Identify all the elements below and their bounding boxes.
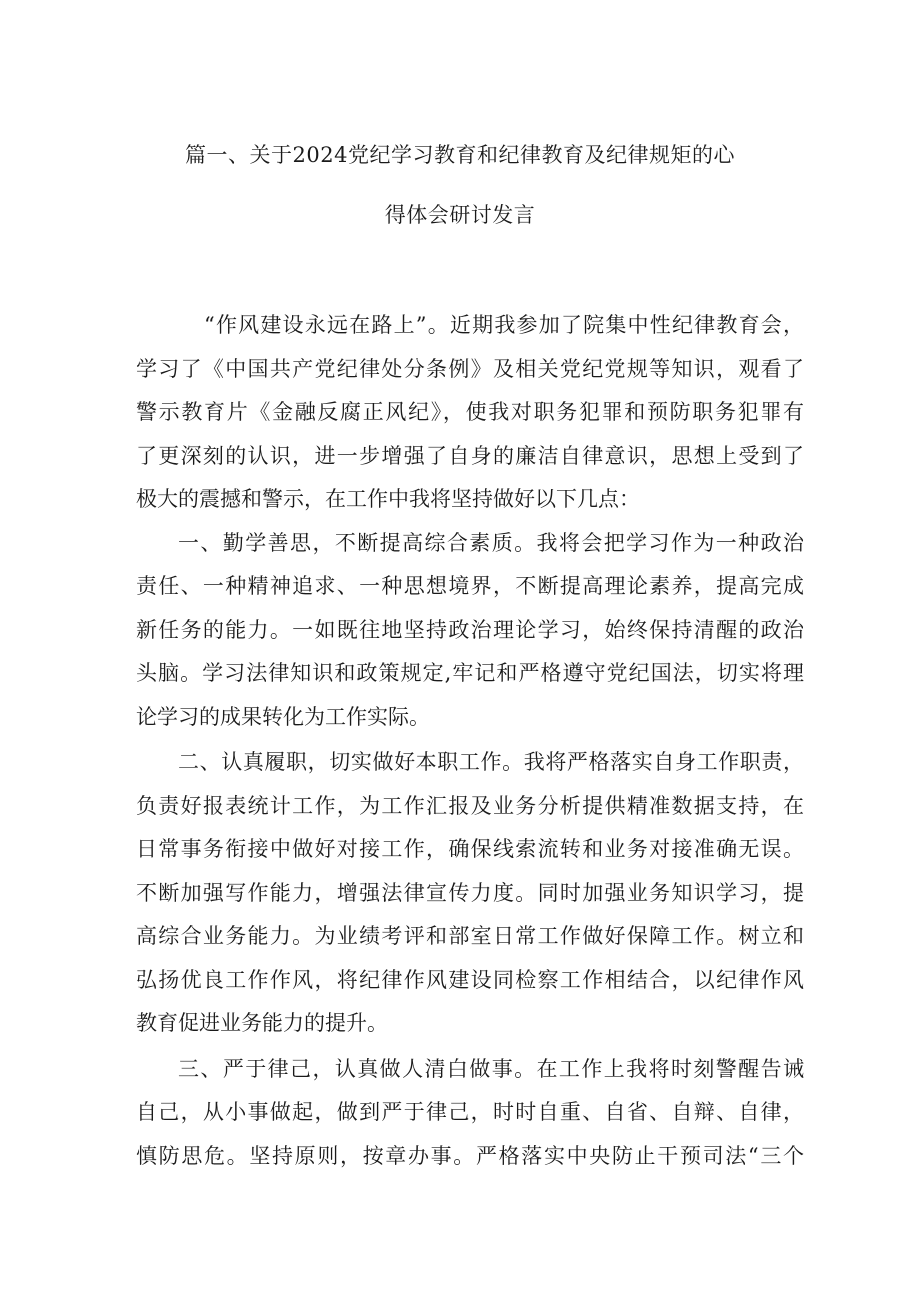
paragraph-2-line-2: 责任、一种精神追求、一种思想境界，不断提高理论素养，提高完成 [136, 574, 804, 598]
paragraph-3-line-1: 二、认真履职，切实做好本职工作。我将严格落实自身工作职责， [178, 750, 804, 774]
paragraph-1-line-1: “作风建设永远在路上”。近期我参加了院集中性纪律教育会， [204, 313, 804, 337]
document-title-line-2: 得体会研讨发言 [384, 203, 536, 227]
paragraph-2-line-1: 一、勤学善思，不断提高综合素质。我将会把学习作为一种政治 [178, 530, 804, 555]
paragraph-3-line-5: 高综合业务能力。为业绩考评和部室日常工作做好保障工作。树立和 [136, 924, 804, 948]
paragraph-4-line-3: 慎防思危。坚持原则，按章办事。严格落实中央防止干预司法“三个 [136, 1143, 804, 1168]
paragraph-4-line-1: 三、严于律己，认真做人清白做事。在工作上我将时刻警醒告诫 [178, 1056, 804, 1081]
paragraph-1-line-3: 警示教育片《金融反腐正风纪》，使我对职务犯罪和预防职务犯罪有 [136, 400, 804, 424]
paragraph-3-line-6: 弘扬优良工作作风，将纪律作风建设同检察工作相结合，以纪律作风 [136, 967, 804, 992]
paragraph-4-line-2: 自己，从小事做起，做到严于律己，时时自重、自省、自辩、自律， [136, 1100, 804, 1124]
paragraph-2-line-3: 新任务的能力。一如既往地坚持政治理论学习，始终保持清醒的政治 [136, 617, 804, 642]
document-title-line-1: 篇一、关于2024党纪学习教育和纪律教育及纪律规矩的心 [185, 143, 735, 167]
paragraph-3-line-4: 不断加强写作能力，增强法律宣传力度。同时加强业务知识学习，提 [136, 880, 804, 905]
paragraph-3-line-7: 教育促进业务能力的提升。 [136, 1011, 388, 1035]
paragraph-1-line-5: 极大的震撼和警示，在工作中我将坚持做好以下几点： [136, 487, 640, 511]
paragraph-1-line-4: 了更深刻的认识，进一步增强了自身的廉洁自律意识，思想上受到了 [136, 443, 804, 468]
paragraph-2-line-4: 头脑。学习法律知识和政策规定,牢记和严格遵守党纪国法，切实将理 [136, 661, 804, 685]
paragraph-2-line-5: 论学习的成果转化为工作实际。 [136, 704, 430, 729]
paragraph-1-line-2: 学习了《中国共产党纪律处分条例》及相关党纪党规等知识，观看了 [136, 356, 804, 381]
paragraph-3-line-3: 日常事务衔接中做好对接工作，确保线索流转和业务对接准确无误。 [136, 837, 804, 861]
document-body [136, 304, 804, 1178]
paragraph-3-line-2: 负责好报表统计工作，为工作汇报及业务分析提供精准数据支持，在 [136, 793, 804, 818]
